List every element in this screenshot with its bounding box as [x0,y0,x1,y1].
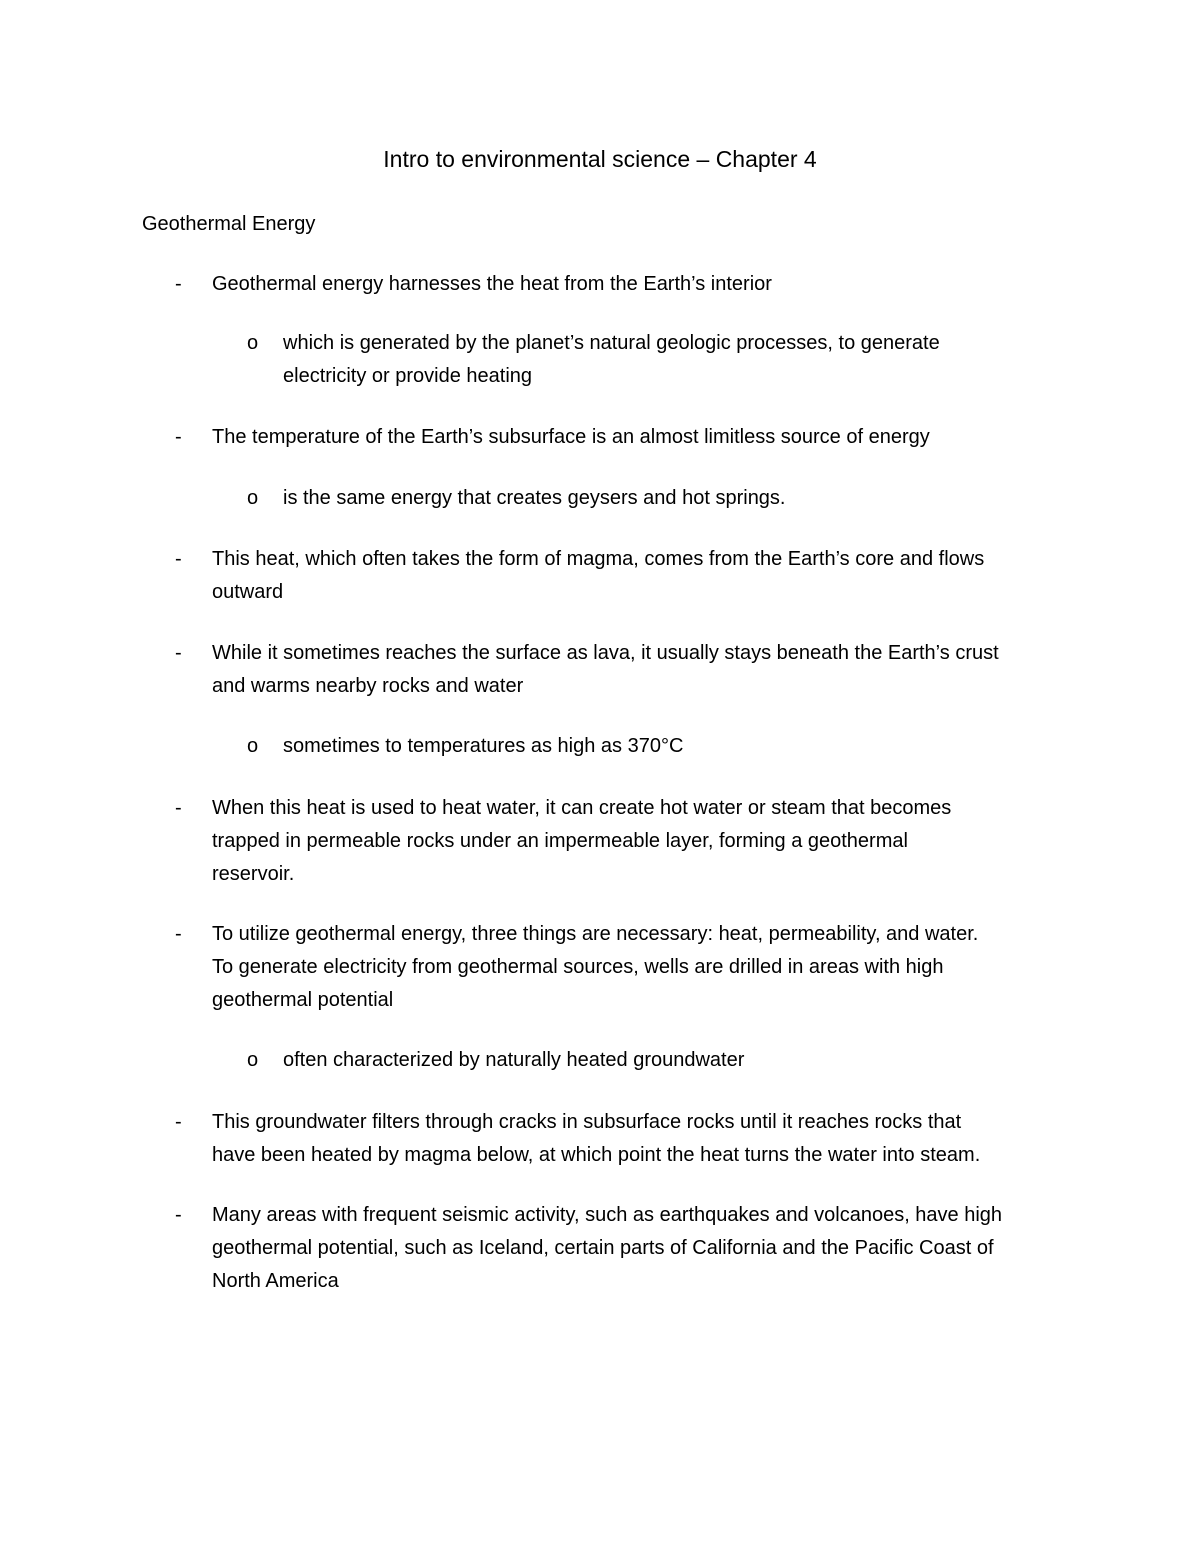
sub-list-item [247,482,1073,515]
sub-list-item [247,1044,1073,1077]
bullet-circle: o [247,1049,259,1071]
bullet-dash: - [175,1204,182,1226]
bullet-dash: - [175,426,182,448]
bullet-circle: o [247,735,259,757]
list-item [175,1106,1072,1172]
list-item-line: Geothermal energy harnesses the heat from the Earth’s interior [212,273,772,295]
list-item-line: which is generated by the planet’s natural geologic processes, to generate [283,332,940,354]
bullet-dash: - [175,923,182,945]
list-item-line: The temperature of the Earth’s subsurface is an almost limitless source of energy [212,426,930,448]
bullet-dash: - [175,797,182,819]
list-item-line: To generate electricity from geothermal sources, wells are drilled in areas with high [212,956,944,978]
list-item-line: To utilize geothermal energy, three things are necessary: heat, permeability, and water. [212,923,979,945]
list-item-line: electricity or provide heating [283,365,533,387]
list-item-line: This groundwater filters through cracks in subsurface rocks until it reaches rocks that [212,1111,962,1133]
list-item-line: have been heated by magma below, at which point the heat turns the water into steam. [212,1144,981,1166]
list-item [175,1199,1072,1298]
list-item-line: reservoir. [212,863,295,885]
list-item-line: While it sometimes reaches the surface as lava, it usually stays beneath the Earth’s crust [212,642,999,664]
list-item-line: trapped in permeable rocks under an impermeable layer, forming a geothermal [212,830,908,852]
list-item-line: sometimes to temperatures as high as 370°C [283,735,684,757]
bullet-dash: - [175,1111,182,1133]
list-item [175,792,1072,891]
sub-list-item [247,327,1073,393]
list-item-line: geothermal potential, such as Iceland, certain parts of California and the Pacific Coast of [212,1237,994,1259]
list-item-line: When this heat is used to heat water, it can create hot water or steam that becomes [212,797,952,819]
list-item [175,637,1072,703]
list-item [175,918,1072,1017]
bullet-circle: o [247,332,259,354]
bullet-dash: - [175,642,182,664]
bullet-dash: - [175,273,182,295]
list-item-line: outward [212,581,284,603]
list-item [175,543,1072,609]
sub-list-item [247,730,1073,763]
list-item [175,421,1072,454]
section-heading: Geothermal Energy [142,213,316,235]
list-item-line: often characterized by naturally heated groundwater [283,1049,745,1071]
document-title: Intro to environmental science – Chapter 4 [383,146,817,172]
list-item-line: is the same energy that creates geysers and hot springs. [283,487,786,509]
list-item [175,268,1072,301]
list-item-line: North America [212,1270,339,1292]
list-item-line: Many areas with frequent seismic activity, such as earthquakes and volcanoes, have high [212,1204,1003,1226]
list-item-line: and warms nearby rocks and water [212,675,524,697]
list-item-line: This heat, which often takes the form of magma, comes from the Earth’s core and flows [212,548,985,570]
bullet-circle: o [247,487,259,509]
bullet-dash: - [175,548,182,570]
list-item-line: geothermal potential [212,989,394,1011]
